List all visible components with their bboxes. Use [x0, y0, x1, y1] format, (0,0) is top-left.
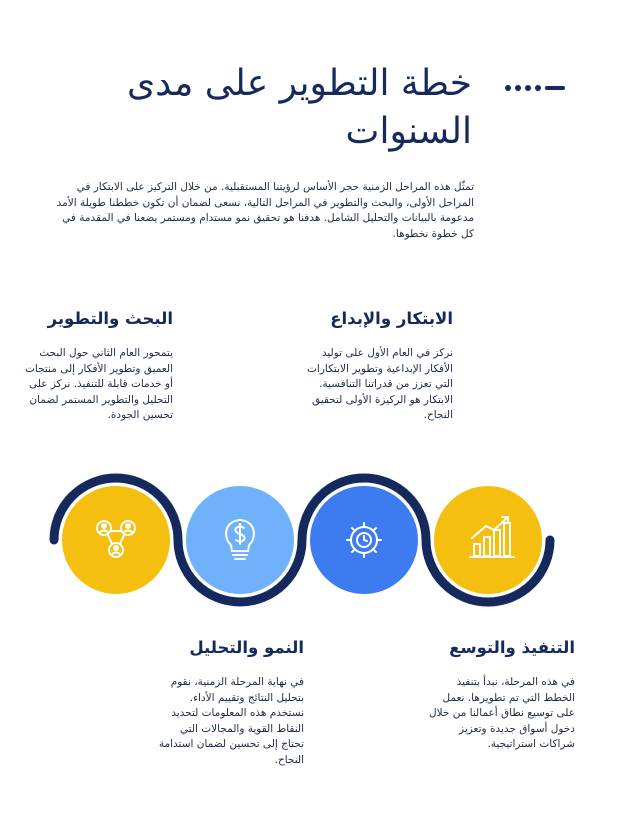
stage-title: التنفيذ والتوسع: [449, 638, 575, 657]
stage-title: البحث والتطوير: [47, 309, 173, 328]
stage-title: النمو والتحليل: [189, 638, 304, 657]
stage-title: الابتكار والإبداع: [330, 309, 453, 328]
stage-growth: [156, 638, 304, 768]
stage-execution: [427, 638, 575, 753]
stage-circle-growth: [62, 486, 170, 594]
stage-text: في هذه المرحلة، نبدأ بتنفيذ الخطط التي تم تطويرها. نعمل على توسيع نطاق أعمالنا من خلال دخول أسواق جديدة وتعزيز شراكات استراتيجية.: [429, 676, 575, 750]
stage-text: يتمحور العام الثاني حول البحث العميق وتطوير الأفكار إلى منتجات أو خدمات قابلة للتنفيذ. نركز على التحليل والتطوير المستمر لضمان تحسين الجودة.: [25, 347, 173, 421]
decorative-dots: [505, 84, 565, 92]
stage-circle-execution: [434, 486, 542, 594]
stage-text: في نهاية المرحلة الزمنية، نقوم بتحليل النتائج وتقييم الأداء. نستخدم هذه المعلومات لتحديد النقاط القوية والمجالات التي تحتاج إلى تحسين لضمان استدامة النجاح.: [158, 676, 304, 766]
page-title: خطة التطوير على مدى السنوات: [126, 63, 472, 152]
stage-innovation: [305, 309, 453, 424]
stage-research: [25, 309, 173, 424]
intro-paragraph: تمثّل هذه المراحل الزمنية حجر الأساس لرؤيتنا المستقبلية. من خلال التركيز على الابتكار في المراحل الأولى، والبحث والتطوير في المراحل التالية، نسعى لضمان أن تكون خططنا طويلة الأمد مدعومة بالبيانات والتحليل الشامل. هدفنا هو تحقيق نمو مستدام ومستمر يضعنا في المقدمة في كل خطوة نخطوها.: [56, 181, 474, 240]
stage-text: نركز في العام الأول على توليد الأفكار الإبداعية وتطوير الابتكارات التي تعزز من قدراتنا التنافسية. الابتكار هو الركيزة الأولى لتحقيق النجاح.: [307, 347, 453, 421]
timeline-wave: [0, 460, 620, 620]
